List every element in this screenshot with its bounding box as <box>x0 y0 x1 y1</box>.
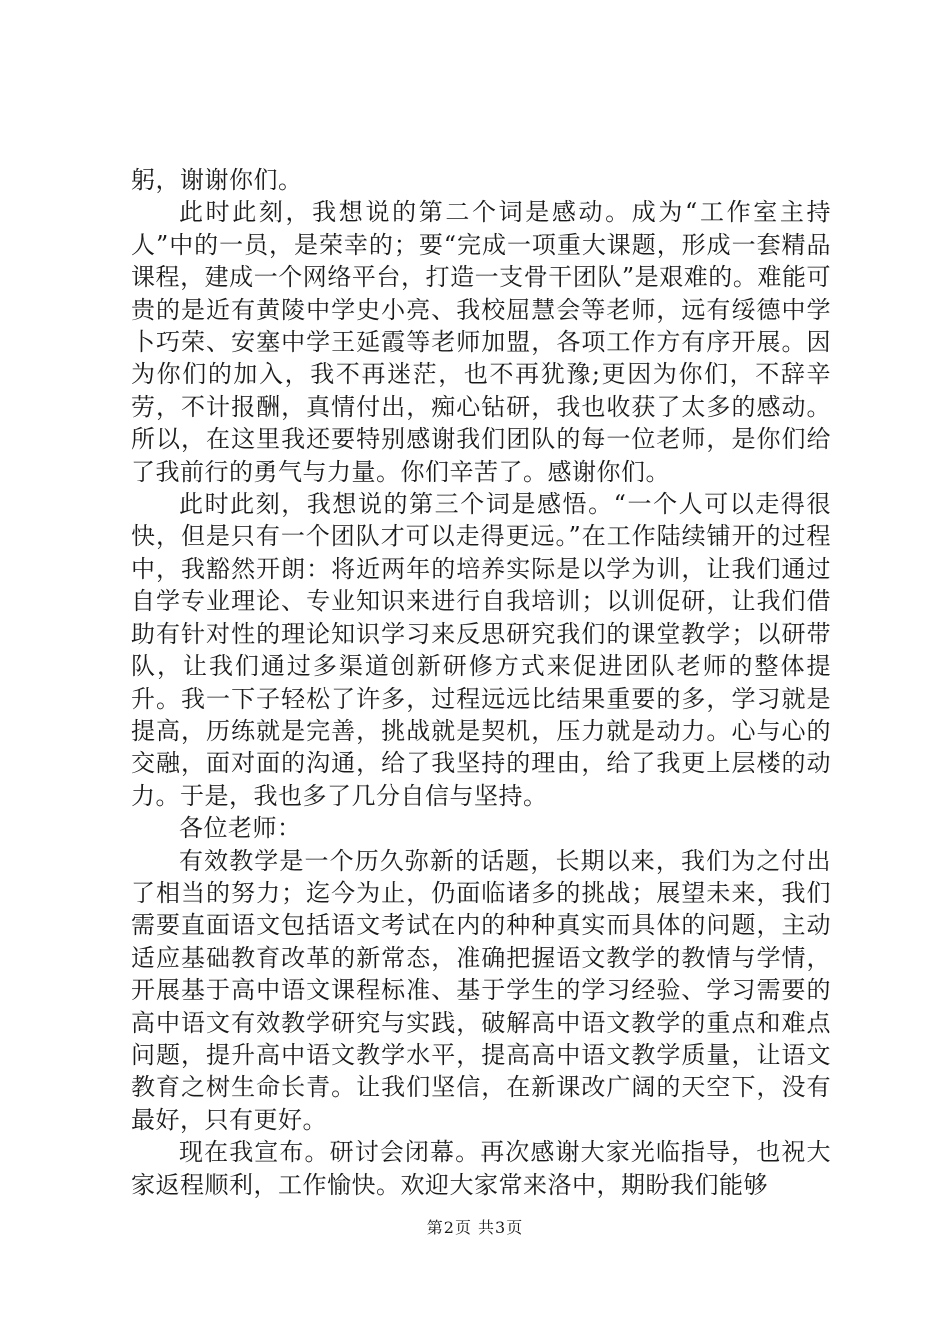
page-number-footer: 第2页 共3页 <box>426 1218 524 1237</box>
paragraph-gratitude: 此时此刻，我想说的第二个词是感动。成为“工作室主持人”中的一员，是荣幸的；要“完成一项重大课题，形成一套精品课程，建成一个网络平台，打造一支骨干团队”是艰难的。难能可贵的是近有黄陵中学史小亮、我校屈慧会等老师，远有绥德中学卜巧荣、安塞中学王延霞等老师加盟，各项工作方有序开展。因为你们的加入，我不再迷茫，也不再犹豫;更因为你们，不辞辛劳，不计报酬，真情付出，痴心钻研，我也收获了太多的感动。所以，在这里我还要特别感谢我们团队的每一位老师，是你们给了我前行的勇气与力量。你们辛苦了。感谢你们。 <box>131 198 831 486</box>
paragraph-effective-teaching: 有效教学是一个历久弥新的话题，长期以来，我们为之付出了相当的努力；迄今为止，仍面临诸多的挑战；展望未来，我们需要直面语文包括语文考试在内的种种真实而具体的问题，主动适应基础教育改革的新常态，准确把握语文教学的教情与学情，开展基于高中语文课程标准、基于学生的学习经验、学习需要的高中语文有效教学研究与实践，破解高中语文教学的重点和难点问题，提升高中语文教学水平，提高高中语文教学质量，让语文教育之树生命长青。让我们坚信，在新课改广阔的天空下，没有最好，只有更好。 <box>131 846 831 1134</box>
document-body <box>131 164 831 1201</box>
paragraph-salutation: 各位老师： <box>179 814 302 843</box>
paragraph-closing: 现在我宣布。研讨会闭幕。再次感谢大家光临指导，也祝大家返程顺利，工作愉快。欢迎大家常来洛中，期盼我们能够 <box>131 1138 831 1199</box>
paragraph-continuation: 躬，谢谢你们。 <box>131 166 303 194</box>
paragraph-insight: 此时此刻，我想说的第三个词是感悟。“一个人可以走得很快，但是只有一个团队才可以走得更远。”在工作陆续铺开的过程中，我豁然开朗：将近两年的培养实际是以学为训，让我们通过自学专业理论、专业知识来进行自我培训；以训促研，让我们借助有针对性的理论知识学习来反思研究我们的课堂教学；以研带队，让我们通过多渠道创新研修方式来促进团队老师的整体提升。我一下子轻松了许多，过程远远比结果重要的多，学习就是提高，历练就是完善，挑战就是契机，压力就是动力。心与心的交融，面对面的沟通，给了我坚持的理由，给了我更上层楼的动力。于是，我也多了几分自信与坚持。 <box>131 490 831 810</box>
